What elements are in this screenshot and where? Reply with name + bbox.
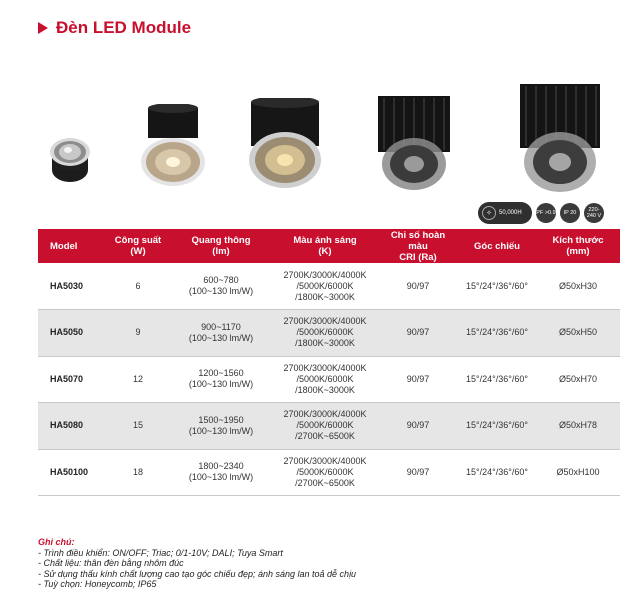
table-row: HA50100 18 1800~2340 (100~130 lm/W) 2700K/3000K/4000K /5000K/6000K /2700K~6500K 90/97 15°/24°/36°/60° Ø50xH100 — [38, 449, 620, 496]
lifetime-badge: ✧ 50,000H — [478, 202, 532, 224]
header-beam: Góc chiếu — [458, 229, 536, 263]
table-header-row — [38, 229, 620, 263]
ip-rating-badge: IP 20 — [560, 203, 580, 223]
header-size: Kích thước (mm) — [536, 229, 620, 263]
led-module-image-3 — [235, 98, 335, 196]
spec-badges — [478, 202, 604, 224]
notes-title: Ghi chú: — [38, 537, 75, 547]
led-module-image-5 — [500, 80, 620, 200]
header-flux: Quang thông (lm) — [170, 229, 272, 263]
lightbulb-icon: ✧ — [482, 206, 496, 220]
power-factor-badge: PF >0.9 — [536, 203, 556, 223]
table-row: HA5030 6 600~780 (100~130 lm/W) 2700K/3000K/4000K /5000K/6000K /1800K~3000K 90/97 15°/24°/36°/60° Ø50xH30 — [38, 263, 620, 310]
table-row: HA5050 9 900~1170 (100~130 lm/W) 2700K/3000K/4000K /5000K/6000K /1800K~3000K 90/97 15°/24°/36°/60° Ø50xH50 — [38, 310, 620, 357]
note-line: - Chất liệu: thân đèn bằng nhôm đúc — [38, 558, 184, 568]
table-row: HA5080 15 1500~1950 (100~130 lm/W) 2700K/3000K/4000K /5000K/6000K /2700K~6500K 90/97 15°/24°/36°/60° Ø50xH78 — [38, 403, 620, 450]
spec-table — [38, 229, 620, 496]
led-module-image-4 — [360, 94, 468, 198]
play-arrow-icon — [38, 22, 48, 34]
page-title: Đèn LED Module — [56, 18, 192, 37]
notes-section — [38, 537, 356, 590]
table-row: HA5070 12 1200~1560 (100~130 lm/W) 2700K/3000K/4000K /5000K/6000K /1800K~3000K 90/97 15°/24°/36°/60° Ø50xH70 — [38, 356, 620, 403]
page-header — [38, 18, 191, 38]
note-line: - Sử dụng thấu kính chất lượng cao tạo góc chiếu đẹp; ánh sáng lan toả dễ chịu — [38, 568, 357, 579]
header-cct: Màu ánh sáng (K) — [272, 229, 378, 263]
header-power: Công suất (W) — [106, 229, 170, 263]
note-line: - Trình điều khiển: ON/OFF; Triac; 0/1-10V; DALI; Tuya Smart — [38, 547, 283, 558]
led-module-image-1 — [38, 126, 102, 186]
voltage-badge: 220-240 V — [584, 203, 604, 223]
note-line: - Tuỳ chọn: Honeycomb; IP65 — [38, 579, 157, 589]
header-cri: Chỉ số hoàn màu CRI (Ra) — [378, 229, 458, 263]
header-model: Model — [38, 229, 106, 263]
product-images — [30, 78, 620, 198]
led-module-image-2 — [130, 104, 216, 192]
